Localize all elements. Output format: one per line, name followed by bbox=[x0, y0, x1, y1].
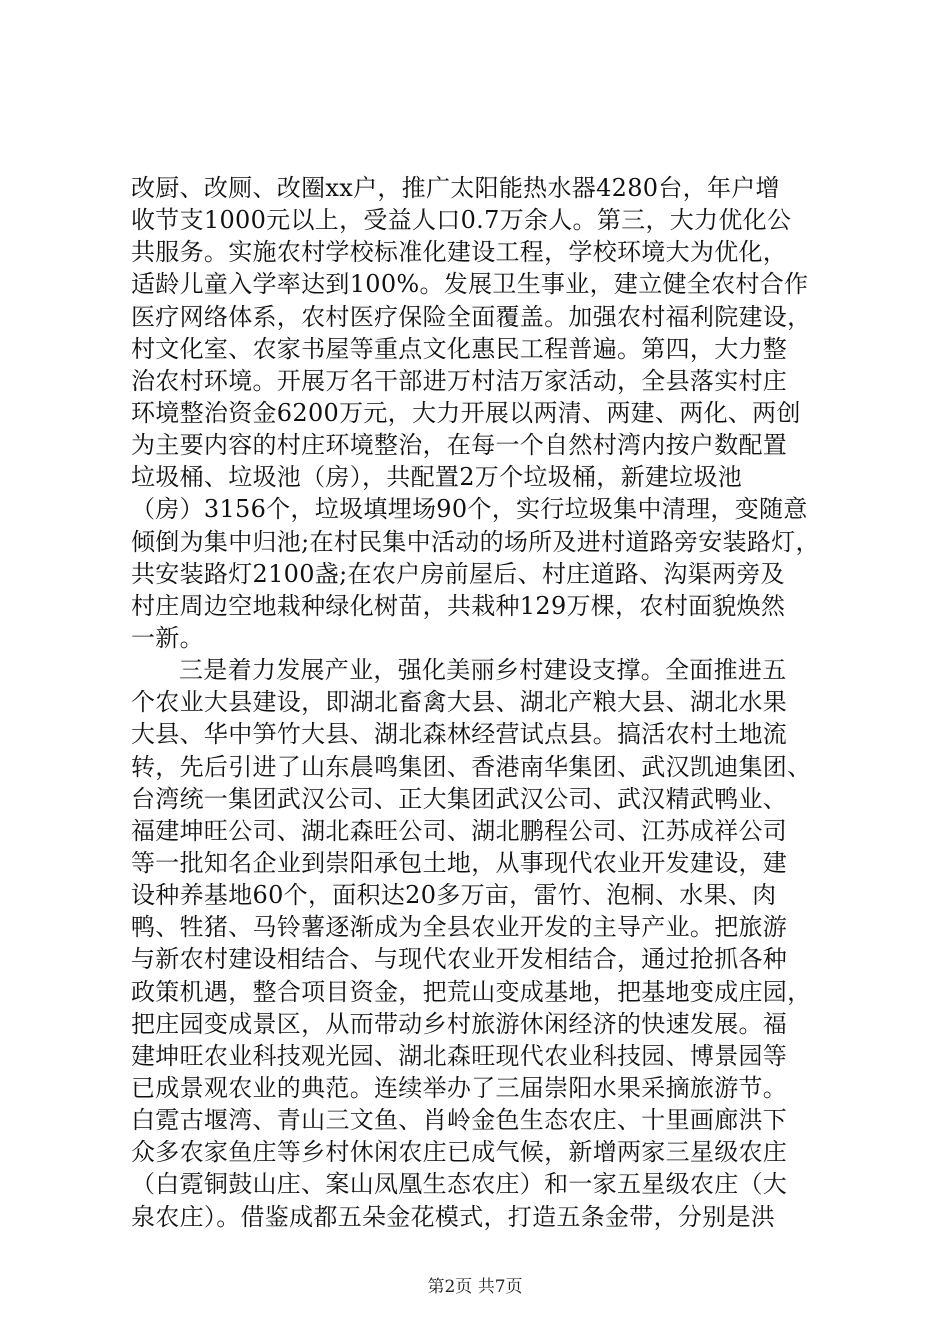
text-line: 白霓古堰湾、青山三文鱼、肖岭金色生态农庄、十里画廊洪下 bbox=[131, 1106, 788, 1135]
text-line: 与新农村建设相结合、与现代农业开发相结合，通过抢抓各种 bbox=[131, 945, 788, 974]
text-line: 鸭、牲猪、马铃薯逐渐成为全县农业开发的主导产业。把旅游 bbox=[131, 913, 788, 942]
body-text bbox=[131, 172, 851, 1233]
text-line: 众多农家鱼庄等乡村休闲农庄已成气候，新增两家三星级农庄 bbox=[131, 1138, 788, 1167]
text-line: 共安装路灯2100盏;在农户房前屋后、村庄道路、沟渠两旁及 bbox=[131, 559, 785, 588]
text-line: 为主要内容的村庄环境整治，在每一个自然村湾内按户数配置 bbox=[131, 431, 788, 460]
text-line: 医疗网络体系，农村医疗保险全面覆盖。加强农村福利院建设， bbox=[131, 302, 812, 331]
text-line: 村文化室、农家书屋等重点文化惠民工程普遍。第四，大力整 bbox=[131, 334, 788, 363]
text-line: 等一批知名企业到崇阳承包土地，从事现代农业开发建设，建 bbox=[131, 848, 788, 877]
text-line: 已成景观农业的典范。连续举办了三届崇阳水果采摘旅游节。 bbox=[131, 1073, 788, 1102]
text-line: 设种养基地60个，面积达20多万亩，雷竹、泡桐、水果、肉 bbox=[131, 881, 777, 910]
text-line: （白霓铜鼓山庄、案山凤凰生态农庄）和一家五星级农庄（大 bbox=[131, 1170, 788, 1199]
text-line: 适龄儿童入学率达到100%。发展卫生事业，建立健全农村合作 bbox=[131, 270, 809, 299]
text-line: 大县、华中笋竹大县、湖北森林经营试点县。搞活农村土地流 bbox=[131, 720, 788, 749]
text-line: 福建坤旺公司、湖北森旺公司、湖北鹏程公司、江苏成祥公司 bbox=[131, 816, 788, 845]
text-line: 村庄周边空地栽种绿化树苗，共栽种129万棵，农村面貌焕然 bbox=[131, 591, 786, 620]
text-line: 一新。 bbox=[131, 623, 204, 652]
text-line: 个农业大县建设，即湖北畜禽大县、湖北产粮大县、湖北水果 bbox=[131, 688, 788, 717]
text-line: 建坤旺农业科技观光园、湖北森旺现代农业科技园、博景园等 bbox=[131, 1041, 788, 1070]
text-line: 共服务。实施农村学校标准化建设工程，学校环境大为优化， bbox=[131, 238, 788, 267]
text-line: 三是着力发展产业，强化美丽乡村建设支撑。全面推进五 bbox=[179, 656, 787, 685]
text-line: （房）3156个，垃圾填埋场90个，实行垃圾集中清理，变随意 bbox=[131, 495, 808, 524]
text-line: 泉农庄）。借鉴成都五朵金花模式，打造五条金带，分别是洪 bbox=[131, 1202, 776, 1231]
text-line: 台湾统一集团武汉公司、正大集团武汉公司、武汉精武鸭业、 bbox=[131, 784, 788, 813]
text-line: 改厨、改厕、改圈xx户，推广太阳能热水器4280台，年户增 bbox=[131, 174, 780, 202]
text-line: 转，先后引进了山东晨鸣集团、香港南华集团、武汉凯迪集团、 bbox=[131, 752, 812, 781]
text-line: 倾倒为集中归池;在村民集中活动的场所及进村道路旁安装路灯， bbox=[131, 527, 820, 556]
page-footer: 第2页 共7页 bbox=[427, 1277, 523, 1297]
text-line: 收节支1000元以上，受益人口0.7万余人。第三，大力优化公 bbox=[131, 206, 792, 235]
text-line: 把庄园变成景区，从而带动乡村旅游休闲经济的快速发展。福 bbox=[131, 1009, 788, 1038]
text-line: 垃圾桶、垃圾池（房），共配置2万个垃圾桶，新建垃圾池 bbox=[131, 463, 743, 492]
text-line: 治农村环境。开展万名干部进万村洁万家活动，全县落实村庄 bbox=[131, 366, 788, 395]
text-line: 政策机遇，整合项目资金，把荒山变成基地，把基地变成庄园， bbox=[131, 977, 812, 1006]
text-line: 环境整治资金6200万元，大力开展以两清、两建、两化、两创 bbox=[131, 398, 801, 427]
